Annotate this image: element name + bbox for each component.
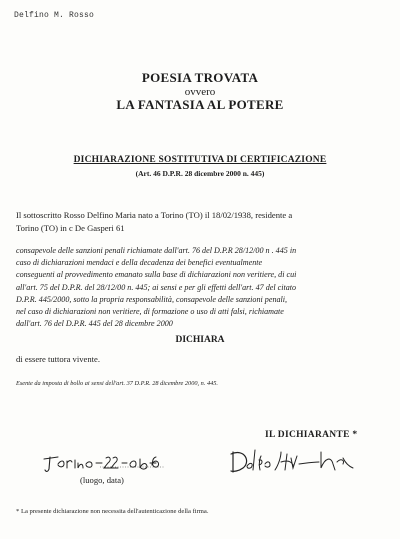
intro-paragraph [16, 209, 388, 235]
awareness-line: caso di dichiarazioni mendaci e della decadenza dei benefici eventualmente [16, 258, 263, 268]
title-line-1: POESIA TROVATA [141, 70, 259, 85]
declaration-subheading: (Art. 46 D.P.R. 28 dicembre 2000 n. 445) [135, 169, 265, 178]
awareness-line: conseguenti al provvedimento emanato sulla base di dichiarazioni non veritiere, di cui [16, 270, 297, 280]
footnote: * La presente dichiarazione non necessita dell'autenticazione della firma. [16, 508, 209, 515]
handwritten-place-date [40, 445, 165, 475]
awareness-line: dall'art. 76 del D.P.R. 445 del 28 dicembre 2000 [16, 319, 173, 329]
statement-text: di essere tuttora vivente. [16, 354, 100, 364]
awareness-line: D.P.R. 445/2000, sotto la propria responsabilità, consapevole delle sanzioni penali, [16, 294, 288, 304]
title-line-3: LA FANTASIA AL POTERE [116, 97, 284, 112]
handwritten-signature [225, 446, 355, 480]
declaration-heading: DICHIARAZIONE SOSTITUTIVA DI CERTIFICAZIONE [73, 155, 327, 165]
dichiara-heading: DICHIARA [175, 335, 225, 345]
awareness-line: nel caso di dichiarazioni non veritiere, di formazione o uso di atti falsi, richiamate [16, 307, 284, 317]
place-date-label: (luogo, data) [80, 475, 124, 485]
stamp-exemption-note: Esente da imposta di bollo ai sensi dell'art. 37 D.P.R. 28 dicembre 2000, n. 445. [16, 380, 218, 387]
title-line-2: ovvero [184, 86, 216, 98]
intro-line: Torino (TO) in c De Gasperi 61 [16, 223, 125, 233]
author-name: Delfino M. Rosso [14, 11, 95, 20]
declarant-label: IL DICHIARANTE * [265, 430, 358, 440]
intro-line: Il sottoscritto Rosso Delfino Maria nato a Torino (TO) il 18/02/1938, residente a [16, 210, 293, 220]
awareness-line: all'art. 75 del D.P.R. del 28/12/00 n. 445; ai sensi e per gli effetti dell'art. 47 del citato [16, 282, 297, 292]
awareness-line: consapevole delle sanzioni penali richiamate dall'art. 76 del D.P.R 28/12/00 n . 445 in [16, 246, 297, 255]
awareness-paragraph [16, 245, 388, 330]
